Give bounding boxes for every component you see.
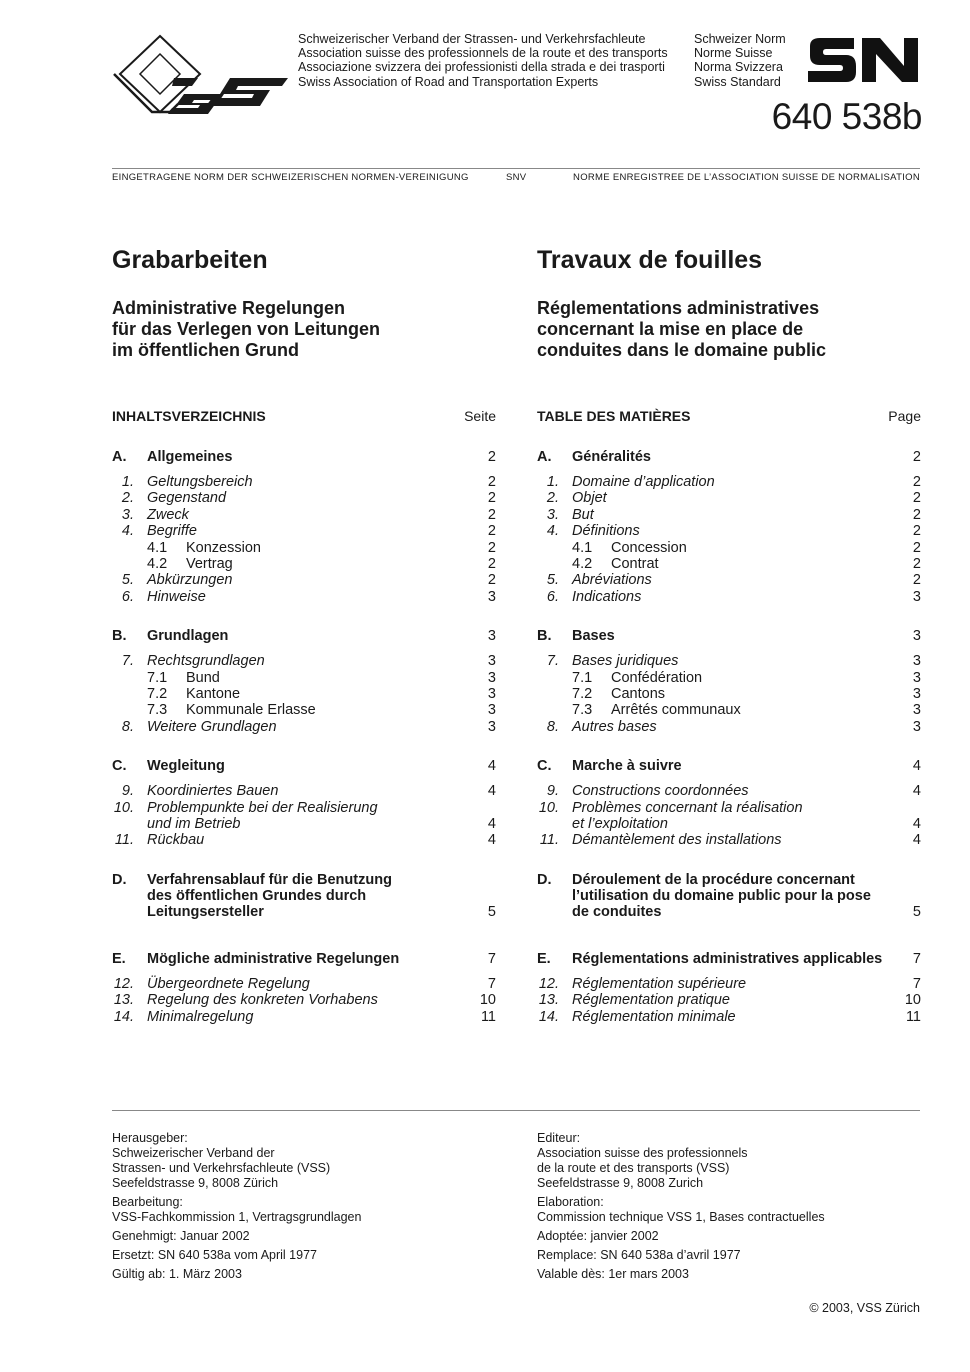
entry-number: 7.3 xyxy=(572,702,593,719)
replaces-de: Ersetzt: SN 640 538a vom April 1977 xyxy=(112,1248,317,1262)
footer-fr xyxy=(537,1131,921,1282)
section-letter: C. xyxy=(112,758,127,775)
toc-entry xyxy=(537,540,921,557)
elaboration-de: Bearbeitung: VSS-Fachkommission 1, Vertragsgrundlagen xyxy=(112,1195,362,1224)
entry-number: 3. xyxy=(546,506,559,523)
entry-page: 2 xyxy=(487,506,496,523)
entry-number: 4. xyxy=(546,523,559,540)
entry-page: 4 xyxy=(912,816,921,832)
toc-entry xyxy=(112,540,496,557)
entry-title: Problempunkte bei der Realisierung xyxy=(147,799,378,816)
toc-entry xyxy=(112,976,496,993)
toc-entry xyxy=(112,474,496,491)
toc-entry xyxy=(537,653,921,670)
association-line-fr: Association suisse des professionnels de la route et des transports xyxy=(298,46,668,61)
toc-entry xyxy=(112,783,496,800)
toc-heading-fr xyxy=(537,408,921,424)
registration-snv: SNV xyxy=(506,172,527,183)
entry-page: 3 xyxy=(912,686,921,702)
entry-page: 2 xyxy=(487,556,496,572)
section-page: 7 xyxy=(487,950,496,967)
toc-entry xyxy=(112,556,496,573)
entry-number: 2. xyxy=(546,490,559,507)
title-de: Grabarbeiten xyxy=(112,246,268,274)
entry-page: 2 xyxy=(912,474,921,490)
section-page: 3 xyxy=(487,628,496,645)
entry-title: Minimalregelung xyxy=(147,1008,254,1025)
toc-section xyxy=(537,758,921,775)
entry-number: 7.2 xyxy=(572,686,593,702)
title-fr: Travaux de fouilles xyxy=(537,246,763,274)
entry-number: 13. xyxy=(538,992,559,1009)
toc-entry xyxy=(537,832,921,849)
entry-number: 13. xyxy=(113,992,134,1009)
entry-title: Rückbau xyxy=(147,832,205,849)
section-title: Généralités xyxy=(572,449,651,465)
page-label-fr: Page xyxy=(888,408,921,424)
subtitle-fr: Réglementations administratives concernant la mise en place de conduites dans le domaine public xyxy=(537,298,827,360)
section-title: Marche à suivre xyxy=(572,758,682,775)
toc-entry xyxy=(112,653,496,670)
entry-number: 5. xyxy=(121,572,134,589)
entry-number: 11. xyxy=(114,832,134,849)
toc-entry xyxy=(537,702,921,719)
entry-number: 12. xyxy=(538,975,559,992)
section-page: 4 xyxy=(912,758,921,775)
entry-title: Confédération xyxy=(611,669,703,686)
entry-title: Définitions xyxy=(572,523,640,540)
standard-line-it: Norma Svizzera xyxy=(694,60,783,75)
approved-de: Genehmigt: Januar 2002 xyxy=(112,1229,250,1243)
toc-entry xyxy=(112,490,496,507)
entry-title: Abréviations xyxy=(572,572,652,589)
entry-page: 2 xyxy=(487,539,496,556)
entry-title: Begriffe xyxy=(147,523,197,540)
entry-page: 2 xyxy=(912,506,921,523)
entry-title: Problèmes concernant la réalisation xyxy=(572,799,803,816)
toc-entry xyxy=(537,556,921,573)
entry-page: 3 xyxy=(487,686,496,702)
section-letter: E. xyxy=(537,950,551,967)
entry-title: Koordiniertes Bauen xyxy=(147,783,279,800)
section-title: Allgemeines xyxy=(147,449,233,465)
entry-number: 1. xyxy=(546,474,559,490)
section-page: 4 xyxy=(487,758,496,775)
section-title: Déroulement de la procédure concernant l’utilisation du domaine public pour la pose de conduites xyxy=(572,871,871,920)
standard-line-de: Schweizer Norm xyxy=(694,32,786,46)
toc-entry xyxy=(112,992,496,1009)
entry-title: Zweck xyxy=(147,506,189,523)
section-letter: E. xyxy=(112,950,126,967)
registration-de: EINGETRAGENE NORM DER SCHWEIZERISCHEN NORMEN-VEREINIGUNG xyxy=(112,172,469,183)
entry-number: 12. xyxy=(113,975,134,992)
toc-entry xyxy=(537,490,921,507)
valid-from-fr: Valable dès: 1er mars 2003 xyxy=(537,1267,689,1281)
entry-title: Démantèlement des installations xyxy=(572,832,782,849)
entry-title: Réglementation supérieure xyxy=(572,975,747,992)
entry-title: Objet xyxy=(572,490,607,507)
entry-page: 2 xyxy=(912,523,921,540)
toc-entry xyxy=(537,686,921,703)
footer-rule xyxy=(112,1110,920,1111)
toc-section xyxy=(112,449,496,466)
entry-page: 2 xyxy=(912,556,921,572)
vss-logo xyxy=(112,34,290,116)
entry-number: 10. xyxy=(113,799,134,816)
entry-page: 10 xyxy=(904,992,921,1009)
entry-page: 3 xyxy=(912,669,921,686)
entry-page: 3 xyxy=(487,588,496,605)
toc-section xyxy=(112,872,496,920)
toc-entry xyxy=(112,670,496,687)
entry-page: 2 xyxy=(912,572,921,589)
toc-entry xyxy=(537,474,921,491)
section-letter: D. xyxy=(112,871,127,888)
entry-page: 7 xyxy=(487,975,496,992)
toc-entry xyxy=(112,800,496,817)
entry-number: 7.3 xyxy=(147,702,168,719)
entry-page: 4 xyxy=(487,832,496,849)
entry-number: 8. xyxy=(546,718,559,735)
entry-page: 3 xyxy=(912,653,921,670)
toc-entry xyxy=(112,832,496,849)
toc-entry xyxy=(537,572,921,589)
entry-number: 14. xyxy=(538,1008,559,1025)
entry-title: Hinweise xyxy=(147,588,206,605)
section-page: 3 xyxy=(912,628,921,645)
entry-number: 6. xyxy=(546,588,559,605)
entry-number: 9. xyxy=(121,783,134,800)
entry-title: Kantone xyxy=(186,686,241,702)
toc-entry xyxy=(112,719,496,736)
entry-title: Gegenstand xyxy=(147,490,227,507)
entry-number: 1. xyxy=(121,474,134,490)
entry-title: But xyxy=(572,506,594,523)
standard-names xyxy=(694,32,786,89)
toc-section xyxy=(537,872,921,920)
entry-title: et l’exploitation xyxy=(572,816,668,832)
section-page: 2 xyxy=(487,449,496,465)
entry-number: 4.2 xyxy=(147,556,168,572)
toc-entry xyxy=(537,670,921,687)
toc-entry xyxy=(112,523,496,540)
registration-fr: NORME ENREGISTREE DE L’ASSOCIATION SUISSE DE NORMALISATION xyxy=(573,172,920,183)
entry-page: 2 xyxy=(487,490,496,507)
toc-section xyxy=(537,449,921,466)
toc-entry xyxy=(537,523,921,540)
entry-title: Bund xyxy=(186,669,220,686)
subtitle-de: Administrative Regelungen für das Verlegen von Leitungen im öffentlichen Grund xyxy=(112,298,381,360)
entry-number: 4.2 xyxy=(572,556,593,572)
entry-title: Arrêtés communaux xyxy=(611,702,741,719)
section-title: Bases xyxy=(572,628,615,645)
entry-page: 11 xyxy=(905,1008,921,1025)
toc-section xyxy=(112,628,496,645)
entry-title: und im Betrieb xyxy=(147,816,241,832)
toc-entry xyxy=(112,816,496,833)
entry-number: 7. xyxy=(546,653,559,670)
toc-entry xyxy=(537,719,921,736)
publisher-fr: Editeur: Association suisse des professionnels de la route et des transports (VSS) Seefeldstrasse 9, 8008 Zurich xyxy=(537,1131,748,1190)
toc-title-fr: TABLE DES MATIÈRES xyxy=(537,408,691,424)
section-page: 5 xyxy=(912,903,921,920)
entry-page: 4 xyxy=(487,816,496,832)
toc-entry xyxy=(537,816,921,833)
entry-page: 3 xyxy=(912,588,921,605)
toc-entry xyxy=(537,800,921,817)
elaboration-fr: Elaboration: Commission technique VSS 1, Bases contractuelles xyxy=(537,1195,825,1224)
section-page: 5 xyxy=(487,903,496,920)
entry-page: 3 xyxy=(912,702,921,719)
copyright: © 2003, VSS Zürich xyxy=(809,1301,920,1315)
section-letter: D. xyxy=(537,871,552,888)
entry-page: 2 xyxy=(912,490,921,507)
standard-line-fr: Norme Suisse xyxy=(694,46,773,61)
entry-title: Vertrag xyxy=(186,556,233,572)
section-title: Wegleitung xyxy=(147,758,225,775)
sn-logo xyxy=(804,30,922,90)
toc-de xyxy=(112,449,496,1039)
toc-entry xyxy=(112,686,496,703)
section-title: Réglementations administratives applicables xyxy=(572,950,883,967)
entry-number: 4.1 xyxy=(572,539,593,556)
toc-entry xyxy=(537,976,921,993)
entry-title: Konzession xyxy=(186,539,261,556)
toc-entry xyxy=(112,589,496,606)
entry-page: 3 xyxy=(912,718,921,735)
toc-section xyxy=(537,951,921,968)
entry-page: 10 xyxy=(479,992,496,1009)
entry-page: 2 xyxy=(487,523,496,540)
toc-entry xyxy=(537,507,921,524)
section-title: Mögliche administrative Regelungen xyxy=(147,950,400,967)
entry-page: 2 xyxy=(487,474,496,490)
section-title: Grundlagen xyxy=(147,628,229,645)
entry-number: 7. xyxy=(121,653,134,670)
entry-page: 3 xyxy=(487,669,496,686)
entry-title: Contrat xyxy=(611,556,659,572)
entry-page: 3 xyxy=(487,653,496,670)
entry-title: Domaine d’application xyxy=(572,474,715,490)
entry-page: 2 xyxy=(912,539,921,556)
section-letter: A. xyxy=(537,449,552,465)
approved-fr: Adoptée: janvier 2002 xyxy=(537,1229,659,1243)
entry-title: Bases juridiques xyxy=(572,653,679,670)
entry-number: 7.2 xyxy=(147,686,168,702)
entry-title: Regelung des konkreten Vorhabens xyxy=(147,992,378,1009)
toc-section xyxy=(112,758,496,775)
toc-entry xyxy=(112,1009,496,1026)
entry-title: Réglementation pratique xyxy=(572,992,730,1009)
entry-number: 6. xyxy=(121,588,134,605)
toc-section xyxy=(537,628,921,645)
entry-page: 3 xyxy=(487,702,496,719)
section-page: 7 xyxy=(912,950,921,967)
entry-number: 4. xyxy=(121,523,134,540)
valid-from-de: Gültig ab: 1. März 2003 xyxy=(112,1267,242,1281)
entry-title: Réglementation minimale xyxy=(572,1008,736,1025)
entry-number: 7.1 xyxy=(147,669,168,686)
entry-title: Constructions coordonnées xyxy=(572,783,749,800)
entry-page: 7 xyxy=(912,975,921,992)
toc-title-de: INHALTSVERZEICHNIS xyxy=(112,408,266,424)
standard-line-en: Swiss Standard xyxy=(694,74,781,89)
entry-number: 2. xyxy=(121,490,134,507)
section-title: Verfahrensablauf für die Benutzung des öffentlichen Grundes durch Leitungsersteller xyxy=(147,871,392,920)
standard-number: 640 538b xyxy=(771,96,922,137)
toc-entry xyxy=(537,1009,921,1026)
entry-page: 2 xyxy=(487,572,496,589)
association-line-de: Schweizerischer Verband der Strassen- und Verkehrsfachleute xyxy=(298,32,646,46)
entry-title: Weitere Grundlagen xyxy=(147,718,277,735)
entry-title: Autres bases xyxy=(572,718,657,735)
entry-title: Rechtsgrundlagen xyxy=(147,653,265,670)
toc-heading-de xyxy=(112,408,496,424)
entry-number: 4.1 xyxy=(147,539,168,556)
entry-title: Cantons xyxy=(611,686,666,702)
entry-number: 9. xyxy=(546,783,559,800)
header-rule xyxy=(112,168,920,169)
entry-number: 14. xyxy=(113,1008,134,1025)
replaces-fr: Remplace: SN 640 538a d’avril 1977 xyxy=(537,1248,741,1262)
entry-number: 11. xyxy=(539,832,559,849)
publisher-de: Herausgeber: Schweizerischer Verband der Strassen- und Verkehrsfachleute (VSS) Seefeldstrasse 9, 8008 Zürich xyxy=(112,1131,331,1190)
toc-entry xyxy=(112,572,496,589)
entry-title: Übergeordnete Regelung xyxy=(147,975,310,992)
section-letter: A. xyxy=(112,449,127,465)
toc-entry xyxy=(537,992,921,1009)
section-letter: B. xyxy=(112,628,127,645)
entry-page: 4 xyxy=(912,783,921,800)
entry-number: 7.1 xyxy=(572,669,593,686)
entry-number: 5. xyxy=(546,572,559,589)
page-label-de: Seite xyxy=(464,408,496,424)
toc-entry xyxy=(112,507,496,524)
association-line-it: Associazione svizzera dei professionisti della strada e dei trasporti xyxy=(298,60,665,75)
section-letter: B. xyxy=(537,628,552,645)
entry-title: Indications xyxy=(572,588,642,605)
footer-de xyxy=(112,1131,496,1282)
toc-entry xyxy=(537,783,921,800)
entry-title: Concession xyxy=(611,539,687,556)
entry-number: 8. xyxy=(121,718,134,735)
section-page: 2 xyxy=(912,449,921,465)
toc-entry xyxy=(112,702,496,719)
entry-page: 4 xyxy=(912,832,921,849)
entry-title: Geltungsbereich xyxy=(147,474,253,490)
association-names xyxy=(298,32,668,89)
section-letter: C. xyxy=(537,758,552,775)
toc-section xyxy=(112,951,496,968)
entry-number: 3. xyxy=(121,506,134,523)
entry-title: Abkürzungen xyxy=(147,572,233,589)
toc-fr xyxy=(537,449,921,1039)
entry-title: Kommunale Erlasse xyxy=(186,702,316,719)
entry-number: 10. xyxy=(538,799,559,816)
entry-page: 4 xyxy=(487,783,496,800)
toc-entry xyxy=(537,589,921,606)
entry-page: 11 xyxy=(480,1008,496,1025)
entry-page: 3 xyxy=(487,718,496,735)
association-line-en: Swiss Association of Road and Transportation Experts xyxy=(298,74,599,89)
